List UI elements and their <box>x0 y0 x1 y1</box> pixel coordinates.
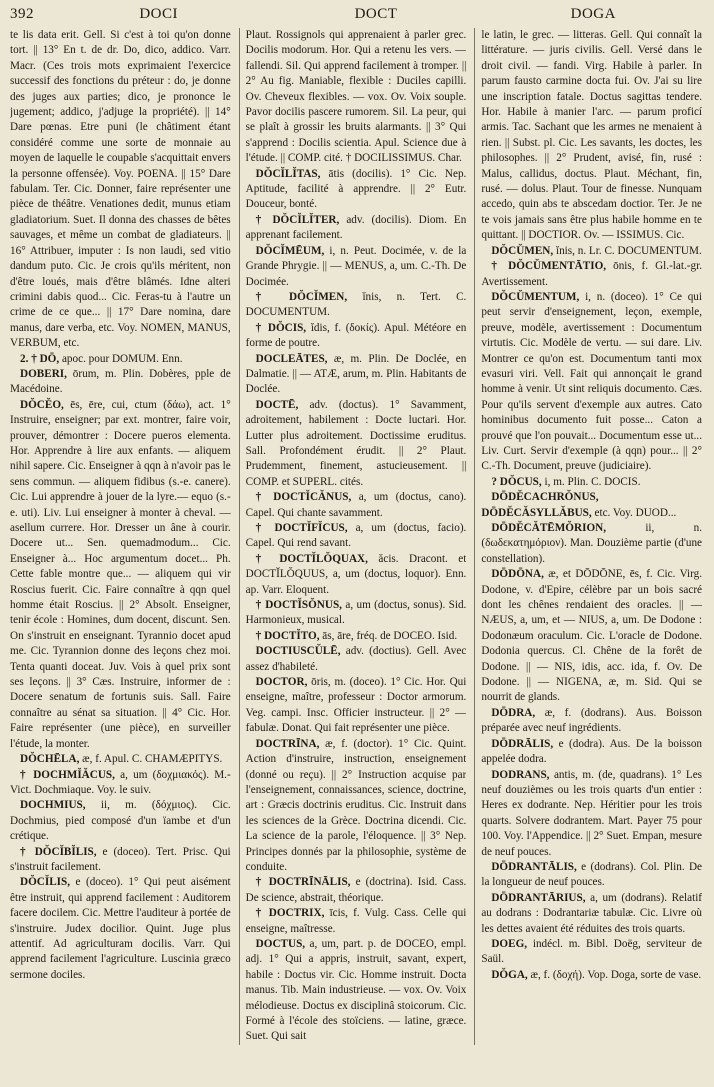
entry-definition: adv. (docilis). Diom. En apprenant facilement. <box>245 213 467 242</box>
entry-headword: DOCLEĀTES, <box>255 352 328 365</box>
entry-definition: indécl. m. Bibl. Doëg, serviteur de Saül. <box>481 937 703 966</box>
dictionary-entry <box>481 737 702 768</box>
entry-definition: e (dodrans). Col. Plin. De la longueur de neuf pouces. <box>481 860 703 889</box>
entry-definition: etc. Voy. DUOD... <box>594 506 677 519</box>
entry-definition: ii, m. (δόχμιος). Cic. Dochmius, pied composé d'un ïambe et d'un crétique. <box>10 799 231 843</box>
dictionary-entry <box>10 367 231 398</box>
guide-word-right: DOGA <box>570 6 616 22</box>
dictionary-entry <box>10 798 231 844</box>
dictionary-entry <box>481 475 702 490</box>
dictionary-entry <box>10 768 231 799</box>
entry-headword: DOCHMIUS, <box>20 799 86 812</box>
dictionary-entry <box>246 352 467 398</box>
entry-headword: DOCTOR, <box>255 676 308 689</box>
guide-word-left: DOCI <box>139 6 178 22</box>
dictionary-entry <box>246 167 467 213</box>
entry-headword: DŎGA, <box>491 968 528 981</box>
entry-definition: antis, m. (de, quadrans). 1° Les neuf douzièmes ou les trois quarts d'un entier : Heres ex dodrante. Nep. Héritier pour les trois quarts. Solvere dodrantem. Mart. Payer 75 pour 100. Voy. l'Appendice. || 2° Suet. Empan, mesure de neuf pouces. <box>481 768 703 858</box>
dictionary-entry <box>246 244 467 290</box>
entry-definition: ĭnis, n. Lr. C. DOCUMENTUM. <box>555 244 702 257</box>
page-number: 392 <box>10 6 34 22</box>
dictionary-entry <box>246 598 467 629</box>
dictionary-entry <box>246 321 467 352</box>
entry-headword: † DŎCŬMENTĀTIO, <box>491 260 607 273</box>
entry-headword: DOCTĒ, <box>255 398 299 411</box>
entry-headword: † DOCTĬCĂNUS, <box>255 491 352 504</box>
entry-definition: æ, f. (δοχή). Vop. Doga, sorte de vase. <box>530 968 702 981</box>
dictionary-entry <box>10 845 231 876</box>
entry-definition: æ, f. (dodrans). Aus. Boisson préparée avec neuf ingrédients. <box>481 706 703 735</box>
page-header <box>10 6 702 28</box>
entry-headword: DŌDRA, <box>491 706 536 719</box>
entry-headword: DOCTUS, <box>255 937 306 950</box>
entry-definition: īcis, f. Vulg. Cass. Celle qui enseigne, maîtresse. <box>245 907 467 935</box>
column-middle <box>239 28 467 1045</box>
entry-definition: e (dodra). Aus. De la boisson appelée dodra. <box>481 737 703 766</box>
entry-headword: † DOCTRĪNĀLIS, <box>255 876 351 889</box>
entry-definition: ăcis. Dracont. et DOCTĬLŎQUUS, a, um (doctus, loquor). Enn. ap. Varr. Eloquent. <box>245 552 467 596</box>
dictionary-entry <box>481 968 702 983</box>
dictionary-entry <box>246 521 467 552</box>
entry-definition: ōnis, f. Gl.-lat.-gr. Avertissement. <box>481 260 703 288</box>
entry-definition: æ, m. Plin. De Doclée, en Dalmatie. || — ATÆ, arum, m. Plin. Habitants de Doclée. <box>245 352 467 396</box>
dictionary-entry <box>481 937 702 968</box>
entry-definition: e (doctrina). Isid. Cass. De science, abstrait, théorique. <box>245 876 467 904</box>
entry-headword: 2. † DŌ, <box>20 352 60 365</box>
entry-headword: † DŎCĬLĬTER, <box>255 213 340 226</box>
entry-headword: DŎCĔO, <box>20 398 64 411</box>
entry-headword: † DOCTĬTO, <box>255 629 320 642</box>
entry-definition: ōrum, m. Plin. Dobères, pple de Macédoine. <box>10 367 231 396</box>
dictionary-entry <box>246 213 467 244</box>
dictionary-entry <box>10 752 231 767</box>
dictionary-entry <box>246 937 467 1045</box>
entry-headword: † DOCHMĬĂCUS, <box>20 768 115 781</box>
entry-headword: † DŎCĬMEN, <box>255 290 348 303</box>
dictionary-entry <box>481 521 702 567</box>
dictionary-entry <box>481 290 702 475</box>
dictionary-entry <box>481 567 702 706</box>
entry-definition: ĭdis, f. (δοκίς). Apul. Météore en forme de poutre. <box>245 321 467 350</box>
column-left <box>10 28 231 1045</box>
entry-headword: DŌDŌNA, <box>491 568 544 581</box>
dictionary-entry <box>246 290 467 321</box>
dictionary-entry <box>246 629 467 644</box>
entry-definition: Plaut. Rossignols qui apprenaient à parler grec. Docilis modorum. Hor. Qui a retenu les vers. — fallendi. Sil. Qui apprend facilement à tromper. || 2° Au fig. Maniable, flexible : Duciles capilli. Ov. Cheveux flexibles. — vox. Ov. Voix souple. Pavor docilis pascere rumorem. Sil. La peur, qui se plaît à grossir les bruits alarmants. || 3° Qui s'apprend : Docilis scientia. Apul. Science due à l'étude. || COMP. cité. † DOCILISSIMUS. Char. <box>245 29 467 165</box>
entry-definition: æ, f. (doctor). 1° Cic. Quint. Action d'instruire, instruction, enseignement (donné ou reçu). || 2° Instruction acquise par l'enseignement, connaissances, science, doctrine, art : Græcis doctrinis eruditus. Cic. Instruit dans les sciences de la Grèce. Doctrina dicendi. Cic. La science de la parole, l'éloquence. || 3° Nep. Principes donnés par la philosophie, système de conduite. <box>245 737 467 873</box>
entry-headword: DOCTIUSCŬLĒ, <box>255 645 341 658</box>
entry-definition: e (doceo). 1° Qui peut aisément être instruit, qui apprend facilement : Auditorem facere docilem. Cic. Mettre l'auditeur à portée de s'instruire. Judex docilior. Quint. Juge plus attentif. Ad agriculturam docilis. Varr. Qui apprend facilement l'agriculture. Luscinia græco sermone dociles. <box>10 876 231 981</box>
entry-headword: DŌDĔCACHRŎNUS, DŌDĔCĂSYLLĂBUS, <box>481 491 599 519</box>
dictionary-entry <box>246 552 467 598</box>
entry-headword: DODRANS, <box>491 768 550 781</box>
entry-definition: æ, et DŌDŌNE, ēs, f. Cic. Virg. Dodone, v. d'Epire, célèbre par un bois sacré dont les chênes rendaient des oracles. || — NÆUS, a, um, et — NIUS, a, um. De Dodone : Dodonæum oraculum. Cic. L'oracle de Dodone. Dodonia quercus. Cl. Chêne de la forêt de Dodone. || — NIS, idis, acc. ida, f. Ov. De Dodone. || — NIGENA, æ, m. Sid. Qui se nourrit de glands. <box>481 568 703 704</box>
dictionary-entry <box>10 352 231 367</box>
columns <box>10 28 702 1045</box>
entry-headword: ? DŎCUS, <box>491 475 542 488</box>
dictionary-entry <box>481 244 702 259</box>
entry-headword: † DOCTĬLŎQUAX, <box>255 552 368 565</box>
entry-headword: DŎCĬLĬTAS, <box>255 167 321 180</box>
dictionary-entry <box>246 28 467 167</box>
dictionary-entry <box>246 737 467 876</box>
dictionary-entry <box>10 875 231 983</box>
dictionary-entry <box>246 644 467 675</box>
entry-definition: ēs, ēre, cui, ctum (δάω), act. 1° Instruire, enseigner; par ext. montrer, faire voir, prouver, démontrer : Docere pueros elementa. Hor. Apprendre à lire aux enfants. — aliquem nihil sapere. Cic. Enseigner à qqn à n'avoir pas le sens commun. — aliquem fidibus (s.-e. canere). Cic. Lui apprendre à jouer de la lyre.— equo (s.-e. uti). Liv. Lui enseigner à monter à cheval. — asellum currere. Hor. Dresser un âne à courir. Docere ut... Sen. quemadmodum... Cic. Enseigner à... Hoc argumentum docet... Ph. Cette fable montre que... — aliquem qui vir Roscius fuerit. Cic. Faire connaître à qqn quel homme était Roscius. || 2° Absolt. Enseigner, tenir école : Homines, dum docent, discunt. Sen. On s'instruit en enseignant. Tyrannio docet apud me. Cic. Tyrannion donne des leçons chez moi. Tenta quanti doceat. Juv. Vois à quel prix sont ses leçons. || 3° Cæs. Instruire, informer de : Docere senatum de fortunis suis. Sall. Faire connaître au sénat sa situation. || 4° Cic. Hor. Faire représenter (une pièce), en surveiller l'étude, la monter. <box>10 398 231 750</box>
entry-definition: i, n. Peut. Docimée, v. de la Grande Phrygie. || — MENUS, a, um. C.-Th. De Docimée. <box>245 244 467 288</box>
dictionary-entry <box>481 259 702 290</box>
entry-headword: † DOCTĬFĬCUS, <box>255 522 348 534</box>
entry-headword: DŌDRANTĀRIUS, <box>491 891 586 904</box>
entry-definition: adv. (doctius). Gell. Avec assez d'habileté. <box>245 645 467 673</box>
entry-headword: † DOCTĬSŎNUS, <box>255 599 342 612</box>
entry-definition: ii, n. (δωδεκατημόριον). Man. Douzième partie (d'une constellation). <box>481 522 703 565</box>
entry-definition: æ, f. Apul. C. CHAMÆPITYS. <box>82 753 223 766</box>
entry-definition: e (doceo). Tert. Prisc. Qui s'instruit facilement. <box>10 845 231 873</box>
entry-definition: a, um, part. p. de DOCEO, empl. adj. 1° Qui a appris, instruit, savant, expert, habile : Doctus vir. Cic. Homme instruit. Docta manus. Tib. Main industrieuse. — vox. Ov. Voix mélodieuse. Doctus ex disciplinâ stoicorum. Cic. Formé à l'école des stoïciens. — latine, græce. Suet. Qui sait <box>245 937 467 1043</box>
entry-headword: DOCTRĪNA, <box>255 737 320 750</box>
entry-headword: DŎCĬLIS, <box>20 876 71 889</box>
dictionary-entry <box>481 706 702 737</box>
entry-headword: DŌDĔCĂTĒMŎRION, <box>491 522 607 534</box>
dictionary-entry <box>246 875 467 906</box>
entry-definition: a, um (dodrans). Relatif au dodrans : Dodrantariæ tabulæ. Cic. Livre où les dettes avaient été réduites des trois quarts. <box>481 891 703 935</box>
entry-definition: a, um (doctus, facio). Capel. Qui rend savant. <box>245 522 467 550</box>
entry-definition: adv. (doctus). 1° Savamment, adroitement, habilement : Docte luctari. Hor. Lutter plus adroitement. Doctissime eruditus. Sall. Profondément érudit. || 2° Plaut. Prudemment, finement, astucieusement. || COMP. et SUPERL. cités. <box>245 398 467 488</box>
entry-headword: DŌDRĀLIS, <box>491 737 554 750</box>
dictionary-entry <box>481 28 702 244</box>
entry-definition: ātis (docilis). 1° Cic. Nep. Aptitude, facilité à apprendre. || 2° Eutr. Douceur, bonté. <box>245 167 467 211</box>
entry-definition: a, um (doctus, sonus). Sid. Harmonieux, musical. <box>245 599 467 627</box>
entry-headword: DŎCHĒLA, <box>20 753 80 766</box>
column-right <box>474 28 702 1045</box>
entry-headword: DŌDRANTĀLIS, <box>491 860 577 873</box>
entry-definition: ĭnis, n. Tert. C. DOCUMENTUM. <box>245 290 467 319</box>
entry-headword: † DOCTRIX, <box>255 907 325 920</box>
dictionary-entry <box>481 891 702 937</box>
dictionary-entry <box>246 490 467 521</box>
entry-definition: ās, āre, fréq. de DOCEO. Isid. <box>322 629 458 642</box>
guide-word-center: DOCT <box>354 6 398 22</box>
entry-headword: † DŎCIS, <box>255 321 307 334</box>
dictionary-entry <box>481 860 702 891</box>
entry-definition: apoc. pour DOMUM. Enn. <box>61 352 183 365</box>
dictionary-entry <box>246 398 467 490</box>
entry-headword: † DŎCĬBĬLIS, <box>20 845 97 858</box>
dictionary-entry <box>10 398 231 752</box>
entry-headword: DOBERI, <box>20 367 67 380</box>
entry-definition: a, um (δοχμιακός). M.-Vict. Dochmiaque. Voy. le suiv. <box>10 768 231 796</box>
dictionary-entry <box>481 490 702 521</box>
entry-definition: i, n. (doceo). 1° Ce qui peut servir d'enseignement, leçon, exemple, preuve, modèle, avertissement : Documentum virtutis. Cic. Modèle de vertu. — sui dare. Liv. Montrer ce qu'on est. Documentum tanti mox evasuri viri. Vell. Fait qui annonçait le grand homme à venir. Ut sint reliquis documento. Cæs. Pour qu'ils servent d'exemple aux autres. Cato hominibus documento fuit posse... Caton a prouvé que l'on pouvait... Documentum esse ut... Liv. Curt. Servir d'exemple (à qqn) pour... || 2° C.-Th. Document, preuve (judiciaire). <box>481 290 703 473</box>
entry-headword: DŎCŬMENTUM, <box>491 290 580 303</box>
dictionary-entry <box>246 906 467 937</box>
dictionary-entry <box>10 28 231 352</box>
entry-definition: ōris, m. (doceo). 1° Cic. Hor. Qui enseigne, maître, professeur : Doctor armorum. Veg. campi. Insc. Officier instructeur. || 2° — fabulæ. Donat. Qui fait représenter une pièce. <box>245 676 467 735</box>
entry-headword: DŎCŬMEN, <box>491 244 554 257</box>
entry-definition: a, um (doctus, cano). Capel. Qui chante savamment. <box>245 491 467 519</box>
entry-headword: DOEG, <box>491 937 528 950</box>
entry-definition: i, m. Plin. C. DOCIS. <box>544 475 641 488</box>
dictionary-entry <box>481 768 702 860</box>
dictionary-entry <box>246 675 467 737</box>
entry-definition: le latin, le grec. — litteras. Gell. Qui connaît la littérature. — juris civilis. Gell. Versé dans le droit civil. — fandi. Virg. Habile à parler. In parum fausto carmine docta fui. Ov. J'ai su lire une inscription fatale. Doctus sagittas tendere. Hor. Habile à manier l'arc. — parum proficí armis. Tac. Sachant que les armes ne menaient à rien. || Subst. pl. Cic. Les savants, les doctes, les philosophes. || 2° Prudent, avisé, fin, rusé : Malus, callidus, doctus. Plaut. Méchant, fin, rusé. — dolus. Plaut. Tour de finesse. Nunquam accedo, quin abs te abscedam doctior. Ter. Je ne te vois jamais sans être plus habile homme en te quittant. || DOCTIOR. Ov. — ISSIMUS. Cic. <box>481 29 703 242</box>
entry-headword: DŎCĬMĒUM, <box>255 244 325 257</box>
entry-definition: te lis data erit. Gell. Si c'est à toi qu'on donne tort. || 13° En t. de dr. Do, dico, addico. Varr. Macr. (Ces trois mots exprimaient l'exercice successif des fonctions du préteur : do, je donne des juges aux parties; dico, je prononce le jugement; addico, j'adjuge la propriété). || 14° Dare pœnas. Etre puni (le châtiment étant considéré comme une sorte de monnaie au moyen de laquelle le coupable s'acquittait envers la personne offensée). Voy. POENA. || 15° Dare fabulam. Ter. Cic. Donner, faire représenter une pièce de théâtre. Venationes dedit, munus etiam gladiatorium. Suet. Il donna des chasses de bêtes sauvages, et même un combat de gladiateurs. || 16° Attribuer, imputer : Is non laudi, sed vitio dandum puto. Cic. Je crois qu'ils méritent, non d'être loués, mais d'être blâmés. Idne alteri crimini dabis quod... Cic. Feras-tu à l'autre un crime de ce que... || 17° Dare nomina, dare manus, dare verba, etc. Voy. NOMEN, MANUS, VERBUM, etc. <box>10 29 231 350</box>
